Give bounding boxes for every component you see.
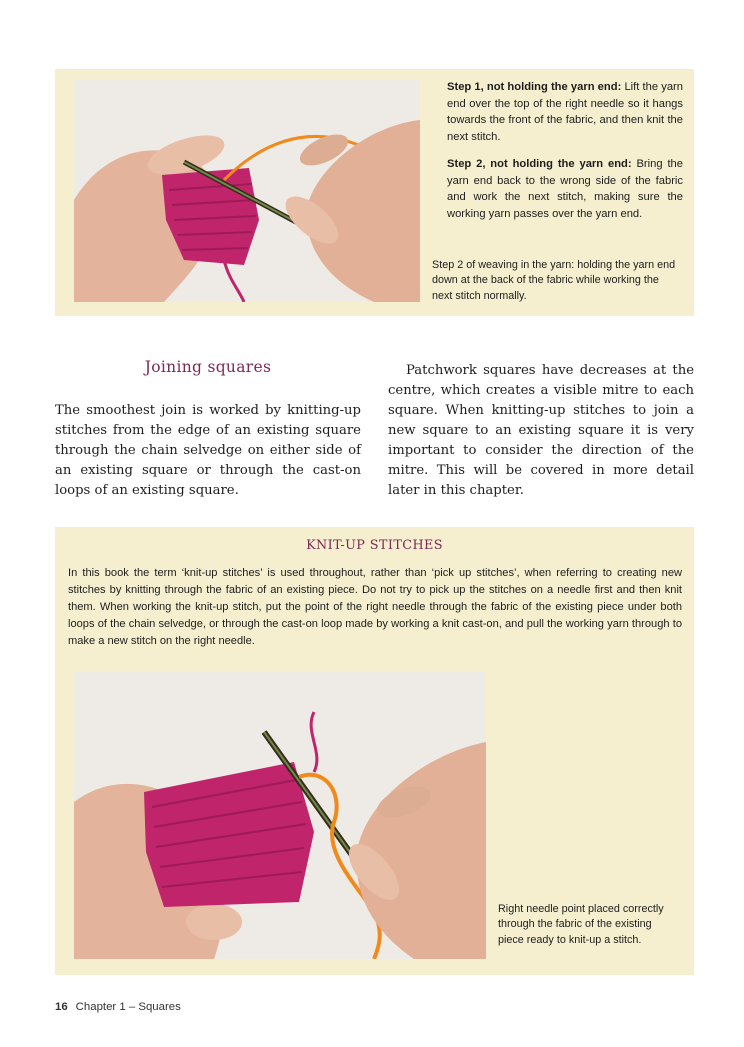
step2-text: Bring the yarn end back to the wrong side of the fabric and work the next stitch, making sure the working yarn passes over the yarn end. [447, 158, 684, 220]
step2-label: Step 2, not holding the yarn end: [447, 158, 632, 170]
page-footer [55, 1001, 181, 1013]
section-heading: Joining squares [144, 358, 272, 376]
page-number: 16 [55, 1001, 68, 1013]
top-photo-caption: Step 2 of weaving in the yarn: holding the yarn end down at the back of the fabric while working the next stitch normally. [432, 259, 676, 302]
knit-up-hands-illustration [74, 672, 486, 959]
step1-label: Step 1, not holding the yarn end: [447, 81, 622, 93]
knit-up-photo [74, 672, 486, 959]
step2-paragraph [447, 156, 683, 222]
knit-up-title: KNIT-UP STITCHES [306, 538, 443, 553]
chapter-label: Chapter 1 – Squares [75, 1001, 181, 1013]
knit-up-text: In this book the term ‘knit-up stitches’ is used throughout, rather than ‘pick up stitches’, when referring to creating new stitches by knitting through the fabric of an existing piece. Do not try to pick up the stitches on a needle first and then knit them. When working the knit-up stitch, put the point of the right needle through the fabric of the existing piece under both loops of the chain selvedge, or through the cast-on loop made by working a knit cast-on, and pull the working yarn through to make a new stitch on the right needle. [68, 567, 682, 647]
weaving-yarn-photo [74, 80, 420, 302]
step1-paragraph [447, 79, 683, 145]
right-column-paragraph: Patchwork squares have decreases at the centre, which creates a visible mitre to each square. When knitting-up stitches to join a new square to an existing square it is very important to consider the direction of the mitre. This will be covered in more detail later in this chapter. [388, 363, 694, 498]
hands-knitting-illustration [74, 80, 420, 302]
left-column-paragraph: The smoothest join is worked by knitting-up stitches from the edge of an existing square through the chain selvedge on either side of an existing square or through the cast-on loops of an existing square. [55, 403, 361, 498]
bottom-photo-caption: Right needle point placed correctly through the fabric of the existing piece ready to knit-up a stitch. [498, 903, 664, 946]
step1-text: Lift the yarn end over the top of the right needle so it hangs towards the front of the fabric, and then knit the next stitch. [447, 81, 683, 143]
